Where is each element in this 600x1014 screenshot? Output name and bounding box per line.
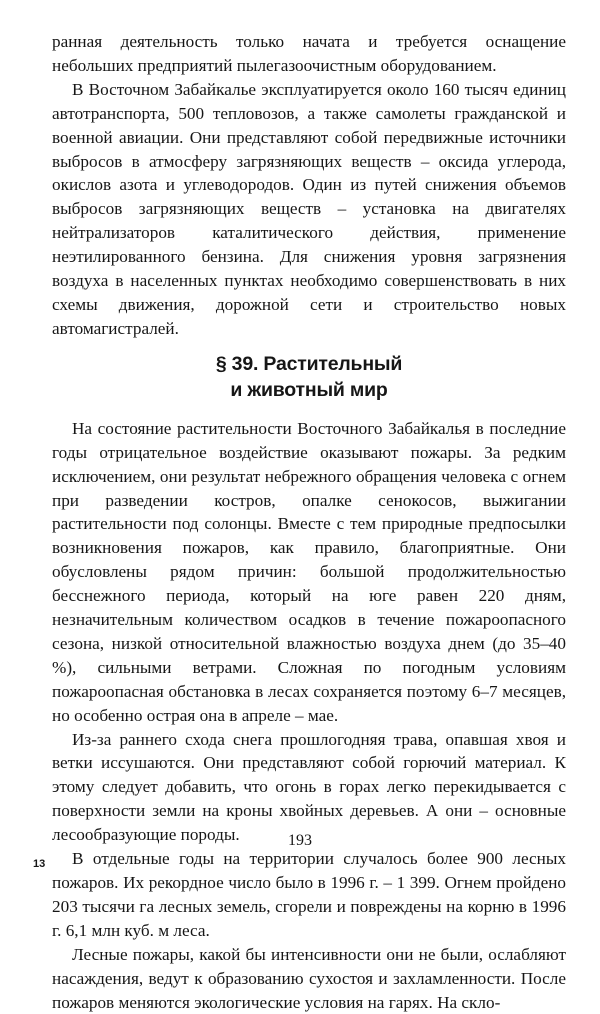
paragraph-1: ранная деятельность только начата и требуется оснащение небольших предприятий пылегазоочистным оборудованием. (52, 32, 566, 75)
paragraph-3: На состояние растительности Восточного Забайкалья в последние годы отрицательное воздействие оказывают пожары. За редким исключением, они результат небрежного обращения человека с огнем при разведении костров, опалке сенокосов, выжигании растительности под солонцы. Вместе с тем природные предпосылки возникновения пожаров, как правило, благоприятные. Они обусловлены рядом причин: большой продолжительностью бесснежного периода, который на юге равен 220 дням, незначительным количеством осадков в течение пожароопасного сезона, низкой относительной влажностью воздуха днем (до 35–40 %), сильными ветрами. Сложная по погодным условиям пожароопасная обстановка в лесах сохраняется поэтому 6–7 месяцев, но особенно острая она в апреле – мае. (52, 418, 566, 725)
section-heading-line-1: § 39. Растительный (215, 352, 403, 375)
paragraph-6: Лесные пожары, какой бы интенсивности они не были, ослабляют насаждения, ведут к образованию сухостоя и захламленности. После пожаров меняются экологические условия на гарях. На скло- (52, 944, 566, 1012)
paragraph-5: В отдельные годы на территории случалось более 900 лесных пожаров. Их рекордное число было в 1996 г. – 1 399. Огнем пройдено 203 тысячи га лесных земель, сгорели и повреждены на корню в 1996 г. 6,1 млн куб. м леса. (52, 849, 566, 940)
paragraph-2: В Восточном Забайкалье эксплуатируется около 160 тысяч единиц автотранспорта, 500 тепловозов, а также самолеты гражданской и военной авиации. Они представляют собой передвижные источники выбросов в атмосферу загрязняющих веществ – оксида углерода, окислов азота и углеводородов. Один из путей снижения объемов выбросов загрязняющих веществ – установка на двигателях нейтрализаторов каталитического действия, применение неэтилированного бензина. Для снижения уровня загрязнения воздуха в населенных пунктах необходимо совершенствовать в них схемы движения, дорожной сети и строительство новых автомагистралей. (52, 79, 566, 338)
text-block-top (52, 30, 566, 341)
text-block-bottom (52, 417, 566, 1014)
paragraph-4: Из-за раннего схода снега прошлогодняя трава, опавшая хвоя и ветки иссушаются. Они представляют собой горючий материал. К этому следует добавить, что огонь в горах легко перекидывается с поверхности земли на кроны хвойных деревьев. А они – основные лесообразующие породы. (52, 729, 566, 845)
sheet-signature-mark: 13 (33, 858, 46, 870)
section-heading-line-2: и животный мир (230, 378, 388, 401)
page-number: 193 (288, 832, 312, 849)
section-heading (52, 351, 566, 403)
page-content (52, 30, 566, 1014)
